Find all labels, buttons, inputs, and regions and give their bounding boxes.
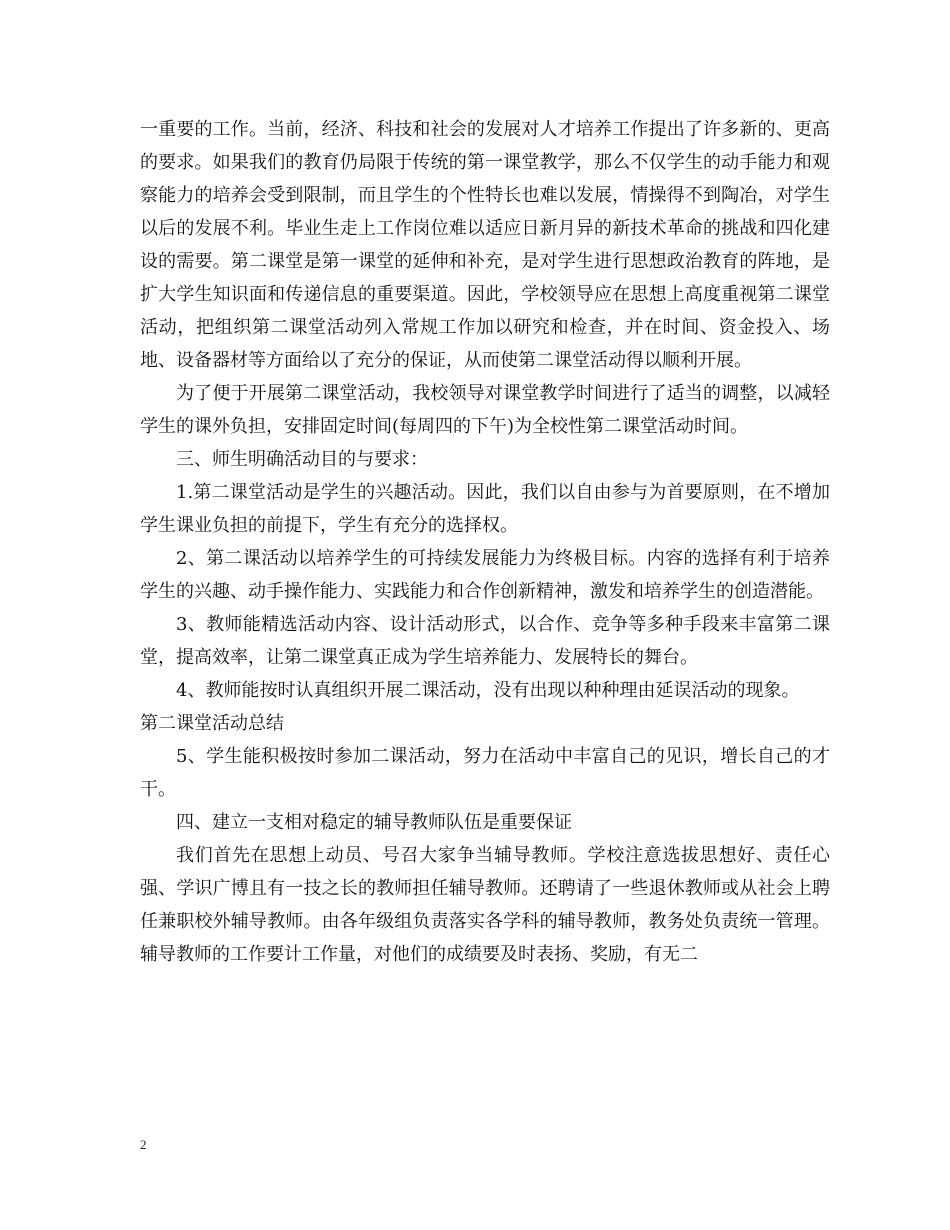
paragraph-1: 一重要的工作。当前，经济、科技和社会的发展对人才培养工作提出了许多新的、更高的要求。如果我们的教育仍局限于传统的第一课堂教学，那么不仅学生的动手能力和观察能力的培养会受到限制，而且学生的个性特长也难以发展，情操得不到陶冶，对学生以后的发展不利。毕业生走上工作岗位难以适应日新月异的新技术革命的挑战和四化建设的需要。第二课堂是第一课堂的延伸和补充，是对学生进行思想政治教育的阵地，是扩大学生知识面和传递信息的重要渠道。因此，学校领导应在思想上高度重视第二课堂活动，把组织第二课堂活动列入常规工作加以研究和检查，并在时间、资金投入、场地、设备器材等方面给以了充分的保证，从而使第二课堂活动得以顺利开展。 — [140, 119, 830, 371]
paragraph-2: 为了便于开展第二课堂活动，我校领导对课堂教学时间进行了适当的调整，以减轻学生的课外负担，安排固定时间(每周四的下午)为全校性第二课堂活动时间。 — [140, 383, 830, 437]
page-number: 2 — [140, 1137, 147, 1152]
list-item-1: 1.第二课堂活动是学生的兴趣活动。因此，我们以自由参与为首要原则，在不增加学生课业负担的前提下，学生有充分的选择权。 — [140, 482, 830, 536]
list-item-3: 3、教师能精选活动内容、设计活动形式，以合作、竞争等多种手段来丰富第二课堂，提高效率，让第二课堂真正成为学生培养能力、发展特长的舞台。 — [140, 614, 830, 668]
document-body — [140, 113, 830, 971]
list-item-2: 2、第二课活动以培养学生的可持续发展能力为终极目标。内容的选择有利于培养学生的兴趣、动手操作能力、实践能力和合作创新精神，激发和培养学生的创造潜能。 — [140, 548, 830, 602]
paragraph-final: 我们首先在思想上动员、号召大家争当辅导教师。学校注意选拔思想好、责任心强、学识广博且有一技之长的教师担任辅导教师。还聘请了一些退休教师或从社会上聘任兼职校外辅导教师。由各年级组负责落实各学科的辅导教师，教务处负责统一管理。辅导教师的工作要计工作量，对他们的成绩要及时表扬、奖励，有无二 — [140, 845, 830, 965]
section-heading-4: 四、建立一支相对稳定的辅导教师队伍是重要保证 — [176, 812, 572, 833]
inline-title: 第二课堂活动总结 — [140, 713, 284, 734]
list-item-5: 5、学生能积极按时参加二课活动，努力在活动中丰富自己的见识，增长自己的才干。 — [140, 746, 830, 800]
list-item-4: 4、教师能按时认真组织开展二课活动，没有出现以种种理由延误活动的现象。 — [176, 680, 800, 701]
section-heading-3: 三、师生明确活动目的与要求： — [176, 449, 428, 470]
